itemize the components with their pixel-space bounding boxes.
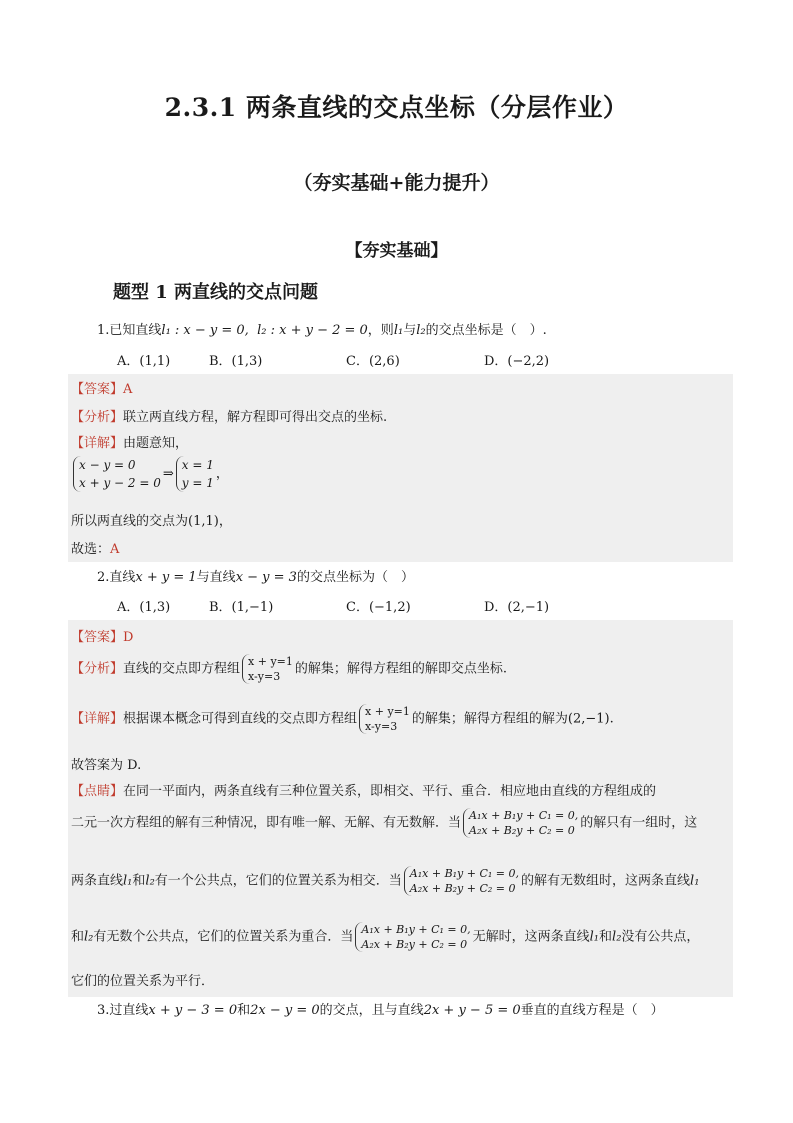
text: 和: [132, 873, 146, 889]
symbol-l1: l₁: [589, 929, 600, 945]
general-system: [463, 808, 578, 838]
q2-comment-line-2: [71, 808, 697, 838]
eq: A₁x + B₁y + C₁ = 0,: [361, 923, 471, 936]
eq: x − y = 0: [79, 458, 136, 472]
symbol-l1: l₁: [123, 873, 133, 889]
q1-option-c: C．(2,6): [346, 354, 400, 369]
text: 无解时，这两条直线: [472, 929, 590, 945]
eq: y = 1: [181, 476, 214, 490]
text: 的交点坐标为（ ）: [296, 570, 414, 585]
q2-answer-block: [68, 620, 733, 997]
text: ，则: [367, 323, 394, 338]
q1-choose-line: [71, 538, 119, 557]
answer-value: D: [123, 630, 134, 645]
equation: 2x + y − 5 = 0: [423, 1003, 521, 1018]
q2-final-line: 故答案为 D.: [71, 758, 142, 773]
eq: x + y=1: [365, 705, 410, 718]
symbol-l2: l₂: [145, 873, 155, 889]
text: 所以两直线的交点为: [71, 514, 189, 529]
eq: A₁x + B₁y + C₁ = 0,: [409, 867, 520, 880]
equation-l2: l₂ : x + y − 2 = 0: [257, 323, 368, 338]
text: ，: [218, 514, 232, 529]
analysis-tag: 【分析】: [71, 410, 124, 425]
section-heading: 【夯实基础】: [345, 241, 448, 261]
text: 的交点，且与直线: [319, 1003, 424, 1018]
q2-answer-line: [71, 626, 133, 645]
text: 直线的交点即方程组: [123, 661, 241, 677]
equation-l1: l₁ : x − y = 0,: [161, 323, 249, 338]
eq: x + y − 2 = 0: [79, 476, 161, 490]
equation: x − y = 3: [235, 570, 297, 585]
analysis-text: 联立两直线方程，解方程即可得出交点的坐标.: [123, 410, 388, 425]
answer-value: A: [123, 382, 133, 397]
detail-tag: 【详解】: [71, 436, 124, 451]
q2-detail-line: [71, 704, 614, 734]
q1-system-line: [71, 456, 229, 492]
text: 的解集；解得方程组的解即交点坐标.: [294, 661, 508, 677]
text: 3.过直线: [97, 1003, 149, 1018]
text: 和: [599, 929, 613, 945]
point: (2,−1): [567, 711, 610, 727]
q2-comment-line-1: [71, 780, 656, 799]
eq: x + y=1: [248, 655, 293, 668]
solution-system: [176, 456, 214, 492]
q1-option-b: B．(1,3): [209, 354, 263, 369]
text: 的解集；解得方程组的解为: [411, 711, 568, 727]
text: 2.直线: [97, 570, 136, 585]
text: .: [609, 711, 614, 727]
text: 和: [71, 929, 85, 945]
q1-conclusion-line: [71, 510, 232, 529]
q2-comment-line-4: [71, 922, 699, 952]
detail-tag: 【详解】: [71, 711, 124, 727]
text: 和: [237, 1003, 251, 1018]
eq: x-y=3: [365, 720, 398, 733]
general-system: [404, 866, 519, 896]
symbol-l2: l₂: [416, 323, 426, 338]
q1-analysis-line: [71, 406, 387, 425]
eq: A₁x + B₁y + C₁ = 0,: [469, 809, 579, 822]
text: 的交点坐标是（ ）.: [425, 323, 547, 338]
comment-tag: 【点睛】: [71, 784, 124, 799]
q2-comment-line-5: 它们的位置关系为平行．: [71, 974, 215, 989]
q2-comment-line-3: [71, 866, 699, 896]
equation-system: [242, 654, 293, 684]
text: 有一个公共点，它们的位置关系为相交．当: [154, 873, 402, 889]
text: 没有公共点，: [621, 929, 700, 945]
analysis-tag: 【分析】: [71, 661, 124, 677]
answer-tag: 【答案】: [71, 382, 124, 397]
q1-answer-block: [68, 374, 733, 562]
text: 垂直的直线方程是（ ）: [520, 1003, 664, 1018]
text: 两条直线: [71, 873, 124, 889]
document-subtitle: （夯实基础+能力提升）: [293, 172, 500, 194]
choice: A: [110, 542, 120, 557]
question-2-stem: [97, 566, 414, 585]
symbol-l1: l₁: [393, 323, 404, 338]
implies-arrow: ⇒: [162, 466, 174, 482]
q2-option-a: A．(1,3): [117, 600, 171, 615]
text: 二元一次方程组的解有三种情况，即有唯一解、无解、有无数解．当: [71, 815, 462, 831]
equation: 2x − y = 0: [250, 1003, 320, 1018]
eq: A₂x + B₂y + C₂ = 0: [361, 938, 468, 951]
symbol-l2: l₂: [612, 929, 622, 945]
equation-system: [73, 456, 161, 492]
topic-heading: 题型 1 两直线的交点问题: [113, 282, 319, 303]
q2-option-b: B．(1,−1): [209, 600, 274, 615]
text: ，: [215, 466, 229, 482]
q1-option-a: A．(1,1): [117, 354, 171, 369]
q2-option-c: C．(−1,2): [346, 600, 411, 615]
text: 在同一平面内，两条直线有三种位置关系，即相交、平行、重合．相应地由直线的方程组成的: [123, 784, 657, 799]
q1-detail-line: [71, 432, 188, 451]
question-1-stem: [97, 319, 547, 338]
text: 1.已知直线: [97, 323, 162, 338]
equation: x + y = 1: [135, 570, 197, 585]
text: 有无数个公共点，它们的位置关系为重合．当: [93, 929, 354, 945]
answer-tag: 【答案】: [71, 630, 124, 645]
equation-system: [359, 704, 410, 734]
text: 故选：: [71, 542, 111, 557]
detail-text: 由题意知，: [123, 436, 189, 451]
text: 的解有无数组时，这两条直线: [521, 873, 691, 889]
q2-option-d: D．(2,−1): [484, 600, 550, 615]
text: 与直线: [196, 570, 236, 585]
document-title: 2.3.1 两条直线的交点坐标（分层作业）: [164, 93, 629, 122]
text: 与: [403, 323, 417, 338]
q2-analysis-line: [71, 654, 507, 684]
text: 的解只有一组时，这: [580, 815, 698, 831]
symbol-l2: l₂: [84, 929, 94, 945]
q1-answer-line: [71, 378, 132, 397]
equation: x + y − 3 = 0: [148, 1003, 238, 1018]
eq: A₂x + B₂y + C₂ = 0: [469, 824, 575, 837]
point: (1,1): [188, 514, 219, 529]
q1-option-d: D．(−2,2): [484, 354, 550, 369]
general-system: [355, 922, 470, 952]
symbol-l1: l₁: [690, 873, 700, 889]
text: 根据课本概念可得到直线的交点即方程组: [123, 711, 358, 727]
eq: x-y=3: [248, 670, 281, 683]
eq: x = 1: [181, 458, 214, 472]
eq: A₂x + B₂y + C₂ = 0: [409, 882, 516, 895]
question-3-stem: [97, 999, 664, 1018]
